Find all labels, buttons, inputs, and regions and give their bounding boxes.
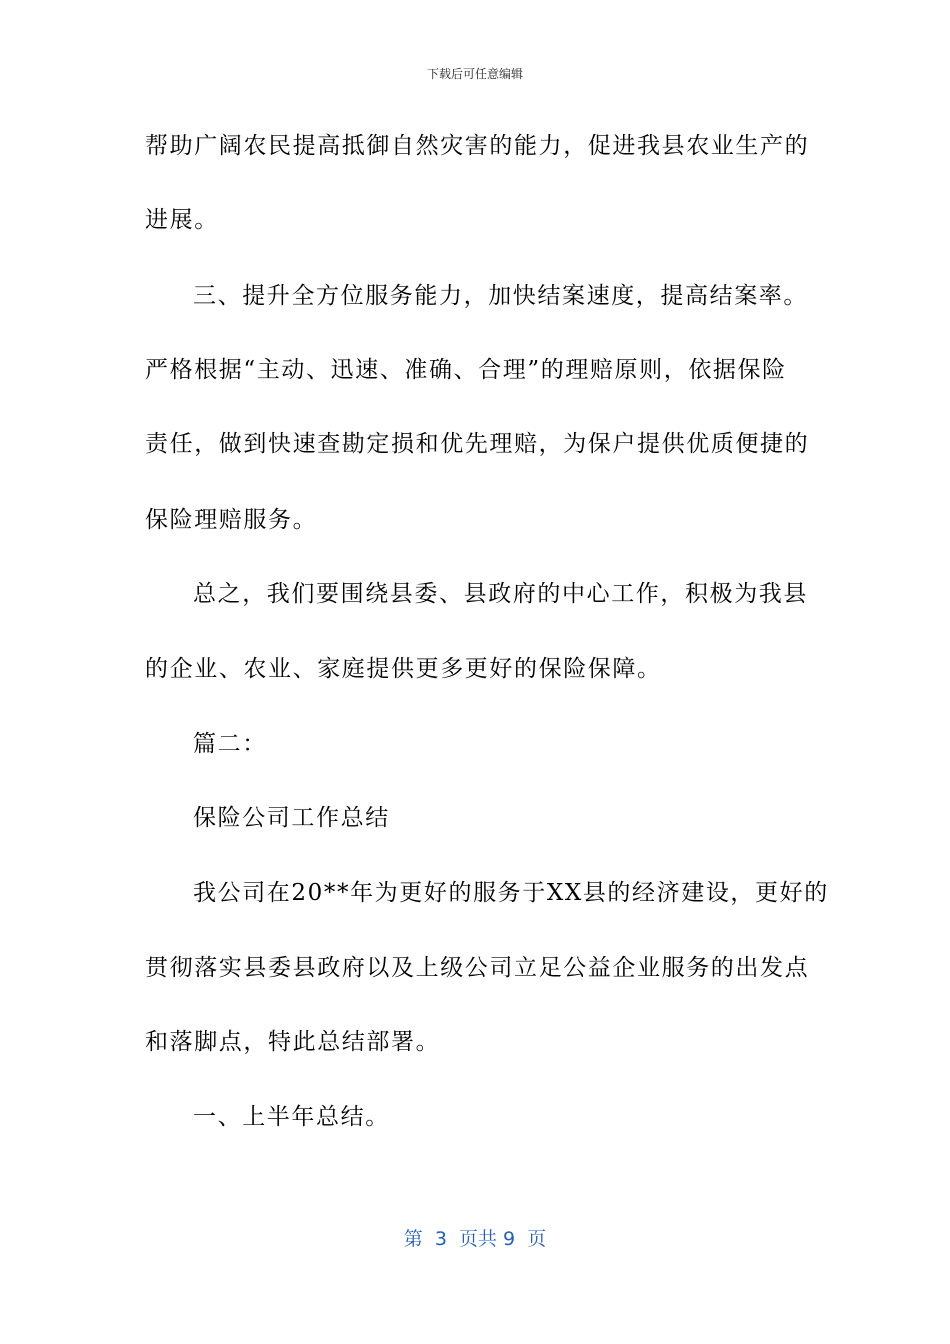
body-line-10-title: 保险公司工作总结 [193, 805, 390, 831]
body-line-11: 我公司在20**年为更好的服务于XX县的经济建设，更好的 [193, 880, 829, 906]
body-line-8: 的企业、农业、家庭提供更多更好的保险保障。 [145, 656, 662, 682]
page-number-footer: 第 3 页共 9 页 [403, 1228, 547, 1250]
body-line-13: 和落脚点，特此总结部署。 [145, 1029, 441, 1055]
body-line-5: 责任，做到快速查勘定损和优先理赔，为保户提供优质便捷的 [145, 431, 810, 457]
body-line-12: 贯彻落实县委县政府以及上级公司立足公益企业服务的出发点 [145, 955, 810, 981]
body-line-7: 总之，我们要围绕县委、县政府的中心工作，积极为我县 [193, 581, 808, 607]
body-line-6: 保险理赔服务。 [145, 507, 318, 533]
body-line-1: 帮助广阔农民提高抵御自然灾害的能力，促进我县农业生产的 [145, 133, 810, 159]
body-line-14: 一、上半年总结。 [193, 1104, 390, 1130]
page-header-note: 下载后可任意编辑 [426, 67, 523, 81]
body-line-9-section-heading: 篇二： [193, 731, 267, 757]
body-line-2: 进展。 [145, 207, 219, 233]
body-line-4: 严格根据“主动、迅速、准确、合理”的理赔原则，依据保险 [145, 357, 787, 383]
body-line-3: 三、提升全方位服务能力，加快结案速度，提高结案率。 [193, 283, 808, 309]
